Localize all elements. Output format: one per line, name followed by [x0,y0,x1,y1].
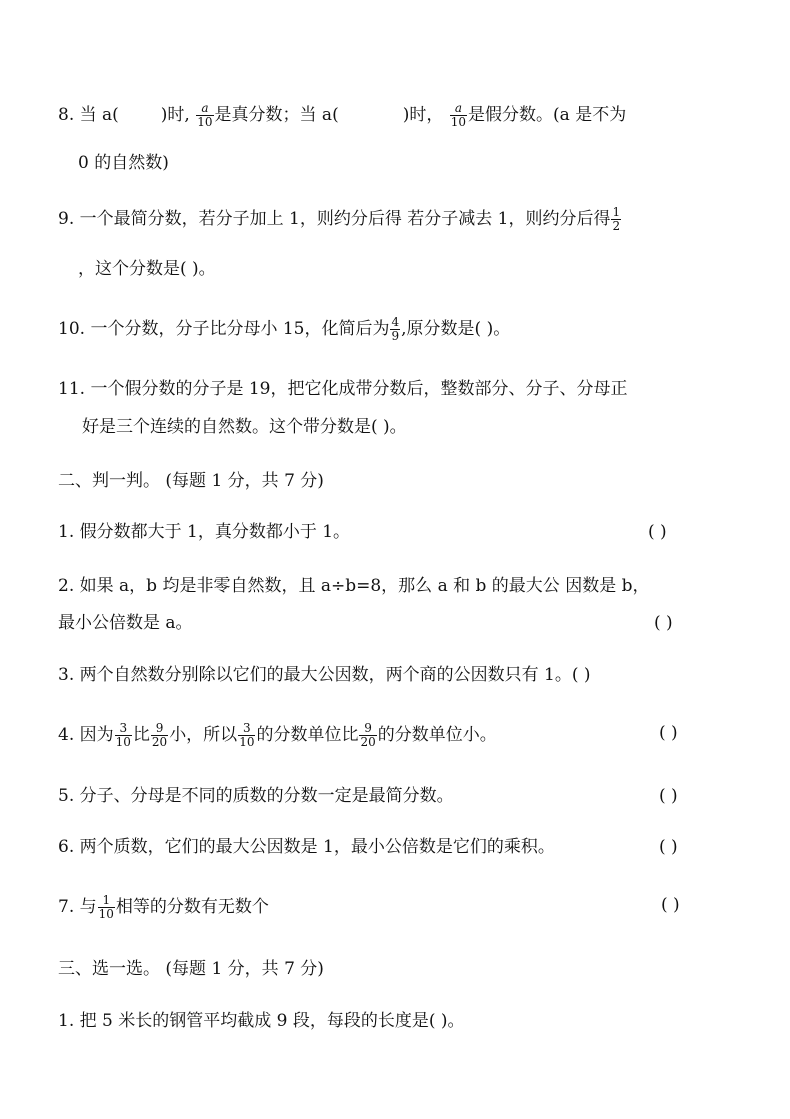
fraction: $\frac{9}{20}$ [360,721,376,749]
fraction: $\frac{a}{10}$ [450,101,467,129]
question-8-line-2: 0 的自然数) [78,153,169,173]
answer-paren[interactable]: ( ) [659,786,678,806]
question-11-line-1: 11. 一个假分数的分子是 19，把它化成带分数后，整数部分、分子、分母正 [58,379,628,399]
fraction: $\frac{1}{10}$ [98,893,114,921]
answer-paren[interactable]: ( ) [661,895,680,915]
judge-6: 6. 两个质数，它们的最大公因数是 1，最小公倍数是它们的乘积。 [58,837,555,857]
judge-7: 7. 与 $\frac{1}{10}$ 相等的分数有无数个 [58,893,269,921]
answer-paren[interactable]: ( ) [659,837,678,857]
question-9-line-1: 9. 一个最简分数，若分子加上 1，则约分后得 若分子减去 1，则约分后得 $\frac{1}{2}$ [58,205,621,233]
section-2-heading: 二、判一判。 (每题 1 分，共 7 分) [58,471,324,491]
answer-paren[interactable]: ( ) [648,522,667,542]
fraction: $\frac{a}{10}$ [197,101,213,129]
judge-3: 3. 两个自然数分别除以它们的最大公因数，两个商的公因数只有 1。( ) [58,665,591,685]
choice-1: 1. 把 5 米长的钢管平均截成 9 段，每段的长度是( )。 [58,1011,465,1031]
question-9-line-2: ，这个分数是( )。 [78,259,216,279]
question-10: 10. 一个分数，分子比分母小 15，化简后为 $\frac{4}{9}$ ,原分数是( )。 [58,315,511,343]
answer-paren[interactable]: ( ) [659,723,678,743]
answer-paren[interactable]: ( ) [654,613,673,633]
fraction: $\frac{1}{2}$ [612,205,621,233]
fraction: $\frac{3}{10}$ [115,721,131,749]
judge-5: 5. 分子、分母是不同的质数的分数一定是最简分数。 [58,786,454,806]
judge-4: 4. 因为 $\frac{3}{10}$ 比 $\frac{9}{20}$ 小，所以 $\frac{3}{10}$ 的分数单位比 $\frac{9}{20}$ 的分数单位小。 [58,721,497,749]
judge-2-line-1: 2. 如果 a，b 均是非零自然数，且 a÷b=8，那么 a 和 b 的最大公 因数是 b， [58,576,650,596]
fraction: $\frac{4}{9}$ [391,315,400,343]
judge-2-line-2: 最小公倍数是 a。 [58,613,193,633]
judge-1: 1. 假分数都大于 1，真分数都小于 1。 [58,522,351,542]
question-8-line-1: 8. 当 a( )时, $\frac{a}{10}$ 是真分数；当 a( )时， $\frac{a}{10}$ 是假分数。(a 是不为 [58,101,627,129]
fraction: $\frac{3}{10}$ [239,721,255,749]
question-11-line-2: 好是三个连续的自然数。这个带分数是( )。 [82,417,407,437]
section-3-heading: 三、选一选。 (每题 1 分，共 7 分) [58,959,324,979]
fraction: $\frac{9}{20}$ [151,721,168,749]
